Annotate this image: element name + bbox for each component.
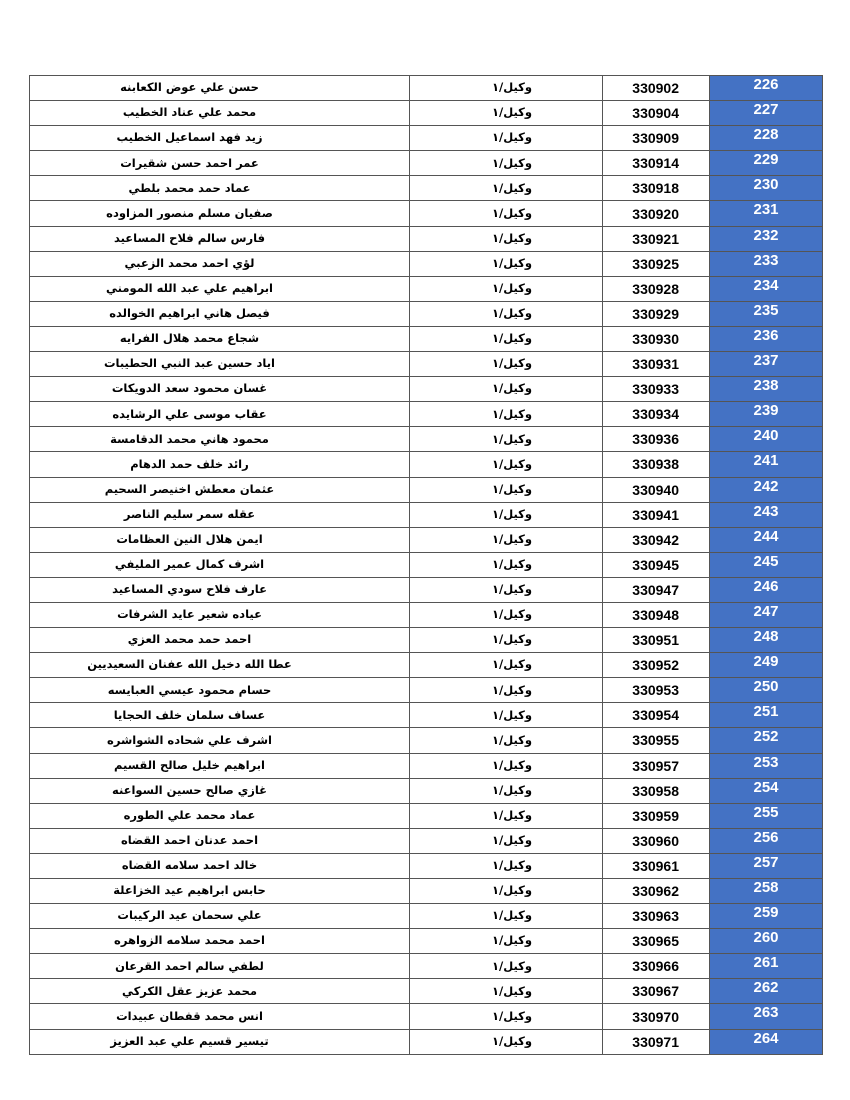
sequence-number-cell: 231 [710, 201, 823, 226]
sequence-number-cell: 255 [710, 803, 823, 828]
rank-cell: وكيل/١ [410, 879, 603, 904]
id-number-cell: 330941 [603, 502, 710, 527]
rank-cell: وكيل/١ [410, 402, 603, 427]
name-cell: صفيان مسلم منصور المزاوده [30, 201, 410, 226]
id-number-cell: 330909 [603, 126, 710, 151]
table-row [30, 452, 823, 477]
rank-cell: وكيل/١ [410, 828, 603, 853]
table-row [30, 828, 823, 853]
table-row [30, 151, 823, 176]
sequence-number-cell: 230 [710, 176, 823, 201]
name-cell: انس محمد قفطان عبيدات [30, 1004, 410, 1029]
name-cell: غازي صالح حسين السواعنه [30, 778, 410, 803]
table-row [30, 176, 823, 201]
name-cell: زيد فهد اسماعيل الخطيب [30, 126, 410, 151]
id-number-cell: 330920 [603, 201, 710, 226]
personnel-table [29, 75, 823, 1055]
rank-cell: وكيل/١ [410, 853, 603, 878]
sequence-number-cell: 239 [710, 402, 823, 427]
table-row [30, 703, 823, 728]
sequence-number-cell: 249 [710, 653, 823, 678]
name-cell: فيصل هاني ابراهيم الخوالده [30, 301, 410, 326]
id-number-cell: 330971 [603, 1029, 710, 1054]
name-cell: فارس سالم فلاح المساعيد [30, 226, 410, 251]
sequence-number-cell: 245 [710, 552, 823, 577]
sequence-number-cell: 233 [710, 251, 823, 276]
sequence-number-cell: 252 [710, 728, 823, 753]
table-row [30, 1029, 823, 1054]
sequence-number-cell: 248 [710, 628, 823, 653]
sequence-number-cell: 263 [710, 1004, 823, 1029]
table-row [30, 778, 823, 803]
id-number-cell: 330925 [603, 251, 710, 276]
table-row [30, 929, 823, 954]
id-number-cell: 330959 [603, 803, 710, 828]
table-row [30, 753, 823, 778]
rank-cell: وكيل/١ [410, 628, 603, 653]
table-row [30, 126, 823, 151]
sequence-number-cell: 254 [710, 778, 823, 803]
table-row [30, 602, 823, 627]
name-cell: احمد عدنان احمد القضاه [30, 828, 410, 853]
name-cell: حابس ابراهيم عيد الخزاعلة [30, 879, 410, 904]
sequence-number-cell: 257 [710, 853, 823, 878]
rank-cell: وكيل/١ [410, 176, 603, 201]
id-number-cell: 330940 [603, 477, 710, 502]
sequence-number-cell: 232 [710, 226, 823, 251]
id-number-cell: 330928 [603, 276, 710, 301]
table-row [30, 226, 823, 251]
name-cell: عمر احمد حسن شقيرات [30, 151, 410, 176]
rank-cell: وكيل/١ [410, 803, 603, 828]
table-row [30, 853, 823, 878]
rank-cell: وكيل/١ [410, 101, 603, 126]
id-number-cell: 330957 [603, 753, 710, 778]
sequence-number-cell: 243 [710, 502, 823, 527]
name-cell: عماد حمد محمد بلطي [30, 176, 410, 201]
sequence-number-cell: 228 [710, 126, 823, 151]
sequence-number-cell: 241 [710, 452, 823, 477]
table-row [30, 276, 823, 301]
rank-cell: وكيل/١ [410, 226, 603, 251]
rank-cell: وكيل/١ [410, 276, 603, 301]
rank-cell: وكيل/١ [410, 377, 603, 402]
sequence-number-cell: 227 [710, 101, 823, 126]
sequence-number-cell: 229 [710, 151, 823, 176]
table-row [30, 101, 823, 126]
name-cell: محمد عزيز عقل الكركي [30, 979, 410, 1004]
sequence-number-cell: 261 [710, 954, 823, 979]
table-row [30, 678, 823, 703]
rank-cell: وكيل/١ [410, 251, 603, 276]
name-cell: حسام محمود عيسي العبايسه [30, 678, 410, 703]
rank-cell: وكيل/١ [410, 502, 603, 527]
table-row [30, 301, 823, 326]
table-row [30, 76, 823, 101]
table-row [30, 251, 823, 276]
sequence-number-cell: 250 [710, 678, 823, 703]
rank-cell: وكيل/١ [410, 301, 603, 326]
sequence-number-cell: 246 [710, 577, 823, 602]
rank-cell: وكيل/١ [410, 552, 603, 577]
id-number-cell: 330965 [603, 929, 710, 954]
name-cell: محمد علي عناد الخطيب [30, 101, 410, 126]
table-row [30, 352, 823, 377]
name-cell: رائد خلف حمد الدهام [30, 452, 410, 477]
sequence-number-cell: 251 [710, 703, 823, 728]
sequence-number-cell: 262 [710, 979, 823, 1004]
table-row [30, 527, 823, 552]
table-row [30, 628, 823, 653]
table-row [30, 477, 823, 502]
sequence-number-cell: 259 [710, 904, 823, 929]
name-cell: عقله سمر سليم الناصر [30, 502, 410, 527]
table-row [30, 904, 823, 929]
id-number-cell: 330951 [603, 628, 710, 653]
rank-cell: وكيل/١ [410, 76, 603, 101]
rank-cell: وكيل/١ [410, 427, 603, 452]
rank-cell: وكيل/١ [410, 753, 603, 778]
id-number-cell: 330955 [603, 728, 710, 753]
sequence-number-cell: 237 [710, 352, 823, 377]
id-number-cell: 330953 [603, 678, 710, 703]
rank-cell: وكيل/١ [410, 326, 603, 351]
rank-cell: وكيل/١ [410, 703, 603, 728]
rank-cell: وكيل/١ [410, 1004, 603, 1029]
rank-cell: وكيل/١ [410, 151, 603, 176]
rank-cell: وكيل/١ [410, 527, 603, 552]
name-cell: حسن علي عوض الكعابنه [30, 76, 410, 101]
id-number-cell: 330921 [603, 226, 710, 251]
name-cell: اشرف كمال عمير المليفي [30, 552, 410, 577]
rank-cell: وكيل/١ [410, 929, 603, 954]
table-row [30, 402, 823, 427]
name-cell: احمد محمد سلامه الزواهره [30, 929, 410, 954]
rank-cell: وكيل/١ [410, 452, 603, 477]
id-number-cell: 330954 [603, 703, 710, 728]
id-number-cell: 330966 [603, 954, 710, 979]
id-number-cell: 330934 [603, 402, 710, 427]
rank-cell: وكيل/١ [410, 477, 603, 502]
name-cell: عماد محمد علي الطوره [30, 803, 410, 828]
table-row [30, 377, 823, 402]
rank-cell: وكيل/١ [410, 678, 603, 703]
sequence-number-cell: 244 [710, 527, 823, 552]
name-cell: لؤي احمد محمد الزعبي [30, 251, 410, 276]
table-row [30, 326, 823, 351]
id-number-cell: 330902 [603, 76, 710, 101]
sequence-number-cell: 240 [710, 427, 823, 452]
id-number-cell: 330958 [603, 778, 710, 803]
name-cell: اشرف علي شحاده الشواشره [30, 728, 410, 753]
name-cell: لطفي سالم احمد القرعان [30, 954, 410, 979]
rank-cell: وكيل/١ [410, 201, 603, 226]
name-cell: ابراهيم خليل صالح القسيم [30, 753, 410, 778]
id-number-cell: 330945 [603, 552, 710, 577]
table-row [30, 879, 823, 904]
table-row [30, 728, 823, 753]
name-cell: ايمن هلال النين العظامات [30, 527, 410, 552]
id-number-cell: 330918 [603, 176, 710, 201]
id-number-cell: 330961 [603, 853, 710, 878]
id-number-cell: 330960 [603, 828, 710, 853]
name-cell: احمد حمد محمد العزي [30, 628, 410, 653]
rank-cell: وكيل/١ [410, 602, 603, 627]
rank-cell: وكيل/١ [410, 979, 603, 1004]
table-row [30, 427, 823, 452]
name-cell: عقاب موسى علي الرشايده [30, 402, 410, 427]
sequence-number-cell: 253 [710, 753, 823, 778]
name-cell: عساف سلمان خلف الحجايا [30, 703, 410, 728]
sequence-number-cell: 247 [710, 602, 823, 627]
sequence-number-cell: 258 [710, 879, 823, 904]
sequence-number-cell: 234 [710, 276, 823, 301]
name-cell: اياد حسين عبد النبي الحطيبات [30, 352, 410, 377]
id-number-cell: 330930 [603, 326, 710, 351]
sequence-number-cell: 238 [710, 377, 823, 402]
table-row [30, 201, 823, 226]
rank-cell: وكيل/١ [410, 352, 603, 377]
table-row [30, 502, 823, 527]
rank-cell: وكيل/١ [410, 728, 603, 753]
id-number-cell: 330948 [603, 602, 710, 627]
sequence-number-cell: 226 [710, 76, 823, 101]
rank-cell: وكيل/١ [410, 126, 603, 151]
name-cell: عثمان معطش اخنيصر السحيم [30, 477, 410, 502]
table-row [30, 1004, 823, 1029]
rank-cell: وكيل/١ [410, 1029, 603, 1054]
sequence-number-cell: 242 [710, 477, 823, 502]
name-cell: ابراهيم علي عبد الله المومني [30, 276, 410, 301]
id-number-cell: 330970 [603, 1004, 710, 1029]
rank-cell: وكيل/١ [410, 954, 603, 979]
id-number-cell: 330963 [603, 904, 710, 929]
table-row [30, 653, 823, 678]
personnel-table-body [30, 76, 823, 1055]
table-row [30, 552, 823, 577]
sequence-number-cell: 260 [710, 929, 823, 954]
id-number-cell: 330942 [603, 527, 710, 552]
sequence-number-cell: 235 [710, 301, 823, 326]
id-number-cell: 330931 [603, 352, 710, 377]
id-number-cell: 330952 [603, 653, 710, 678]
id-number-cell: 330914 [603, 151, 710, 176]
id-number-cell: 330904 [603, 101, 710, 126]
id-number-cell: 330938 [603, 452, 710, 477]
sequence-number-cell: 256 [710, 828, 823, 853]
id-number-cell: 330947 [603, 577, 710, 602]
name-cell: عطا الله دخيل الله عفنان السعيديين [30, 653, 410, 678]
rank-cell: وكيل/١ [410, 577, 603, 602]
id-number-cell: 330933 [603, 377, 710, 402]
name-cell: شجاع محمد هلال الفرايه [30, 326, 410, 351]
name-cell: غسان محمود سعد الدويكات [30, 377, 410, 402]
name-cell: عارف فلاح سودي المساعيد [30, 577, 410, 602]
name-cell: عياده شعير عايد الشرفات [30, 602, 410, 627]
rank-cell: وكيل/١ [410, 778, 603, 803]
id-number-cell: 330962 [603, 879, 710, 904]
table-row [30, 954, 823, 979]
name-cell: محمود هاني محمد الدقامسة [30, 427, 410, 452]
sequence-number-cell: 236 [710, 326, 823, 351]
table-row [30, 979, 823, 1004]
name-cell: خالد احمد سلامه القضاه [30, 853, 410, 878]
table-row [30, 803, 823, 828]
id-number-cell: 330936 [603, 427, 710, 452]
rank-cell: وكيل/١ [410, 904, 603, 929]
sequence-number-cell: 264 [710, 1029, 823, 1054]
name-cell: تيسير قسيم علي عبد العزيز [30, 1029, 410, 1054]
rank-cell: وكيل/١ [410, 653, 603, 678]
table-row [30, 577, 823, 602]
name-cell: علي سحمان عيد الركيبات [30, 904, 410, 929]
id-number-cell: 330929 [603, 301, 710, 326]
id-number-cell: 330967 [603, 979, 710, 1004]
